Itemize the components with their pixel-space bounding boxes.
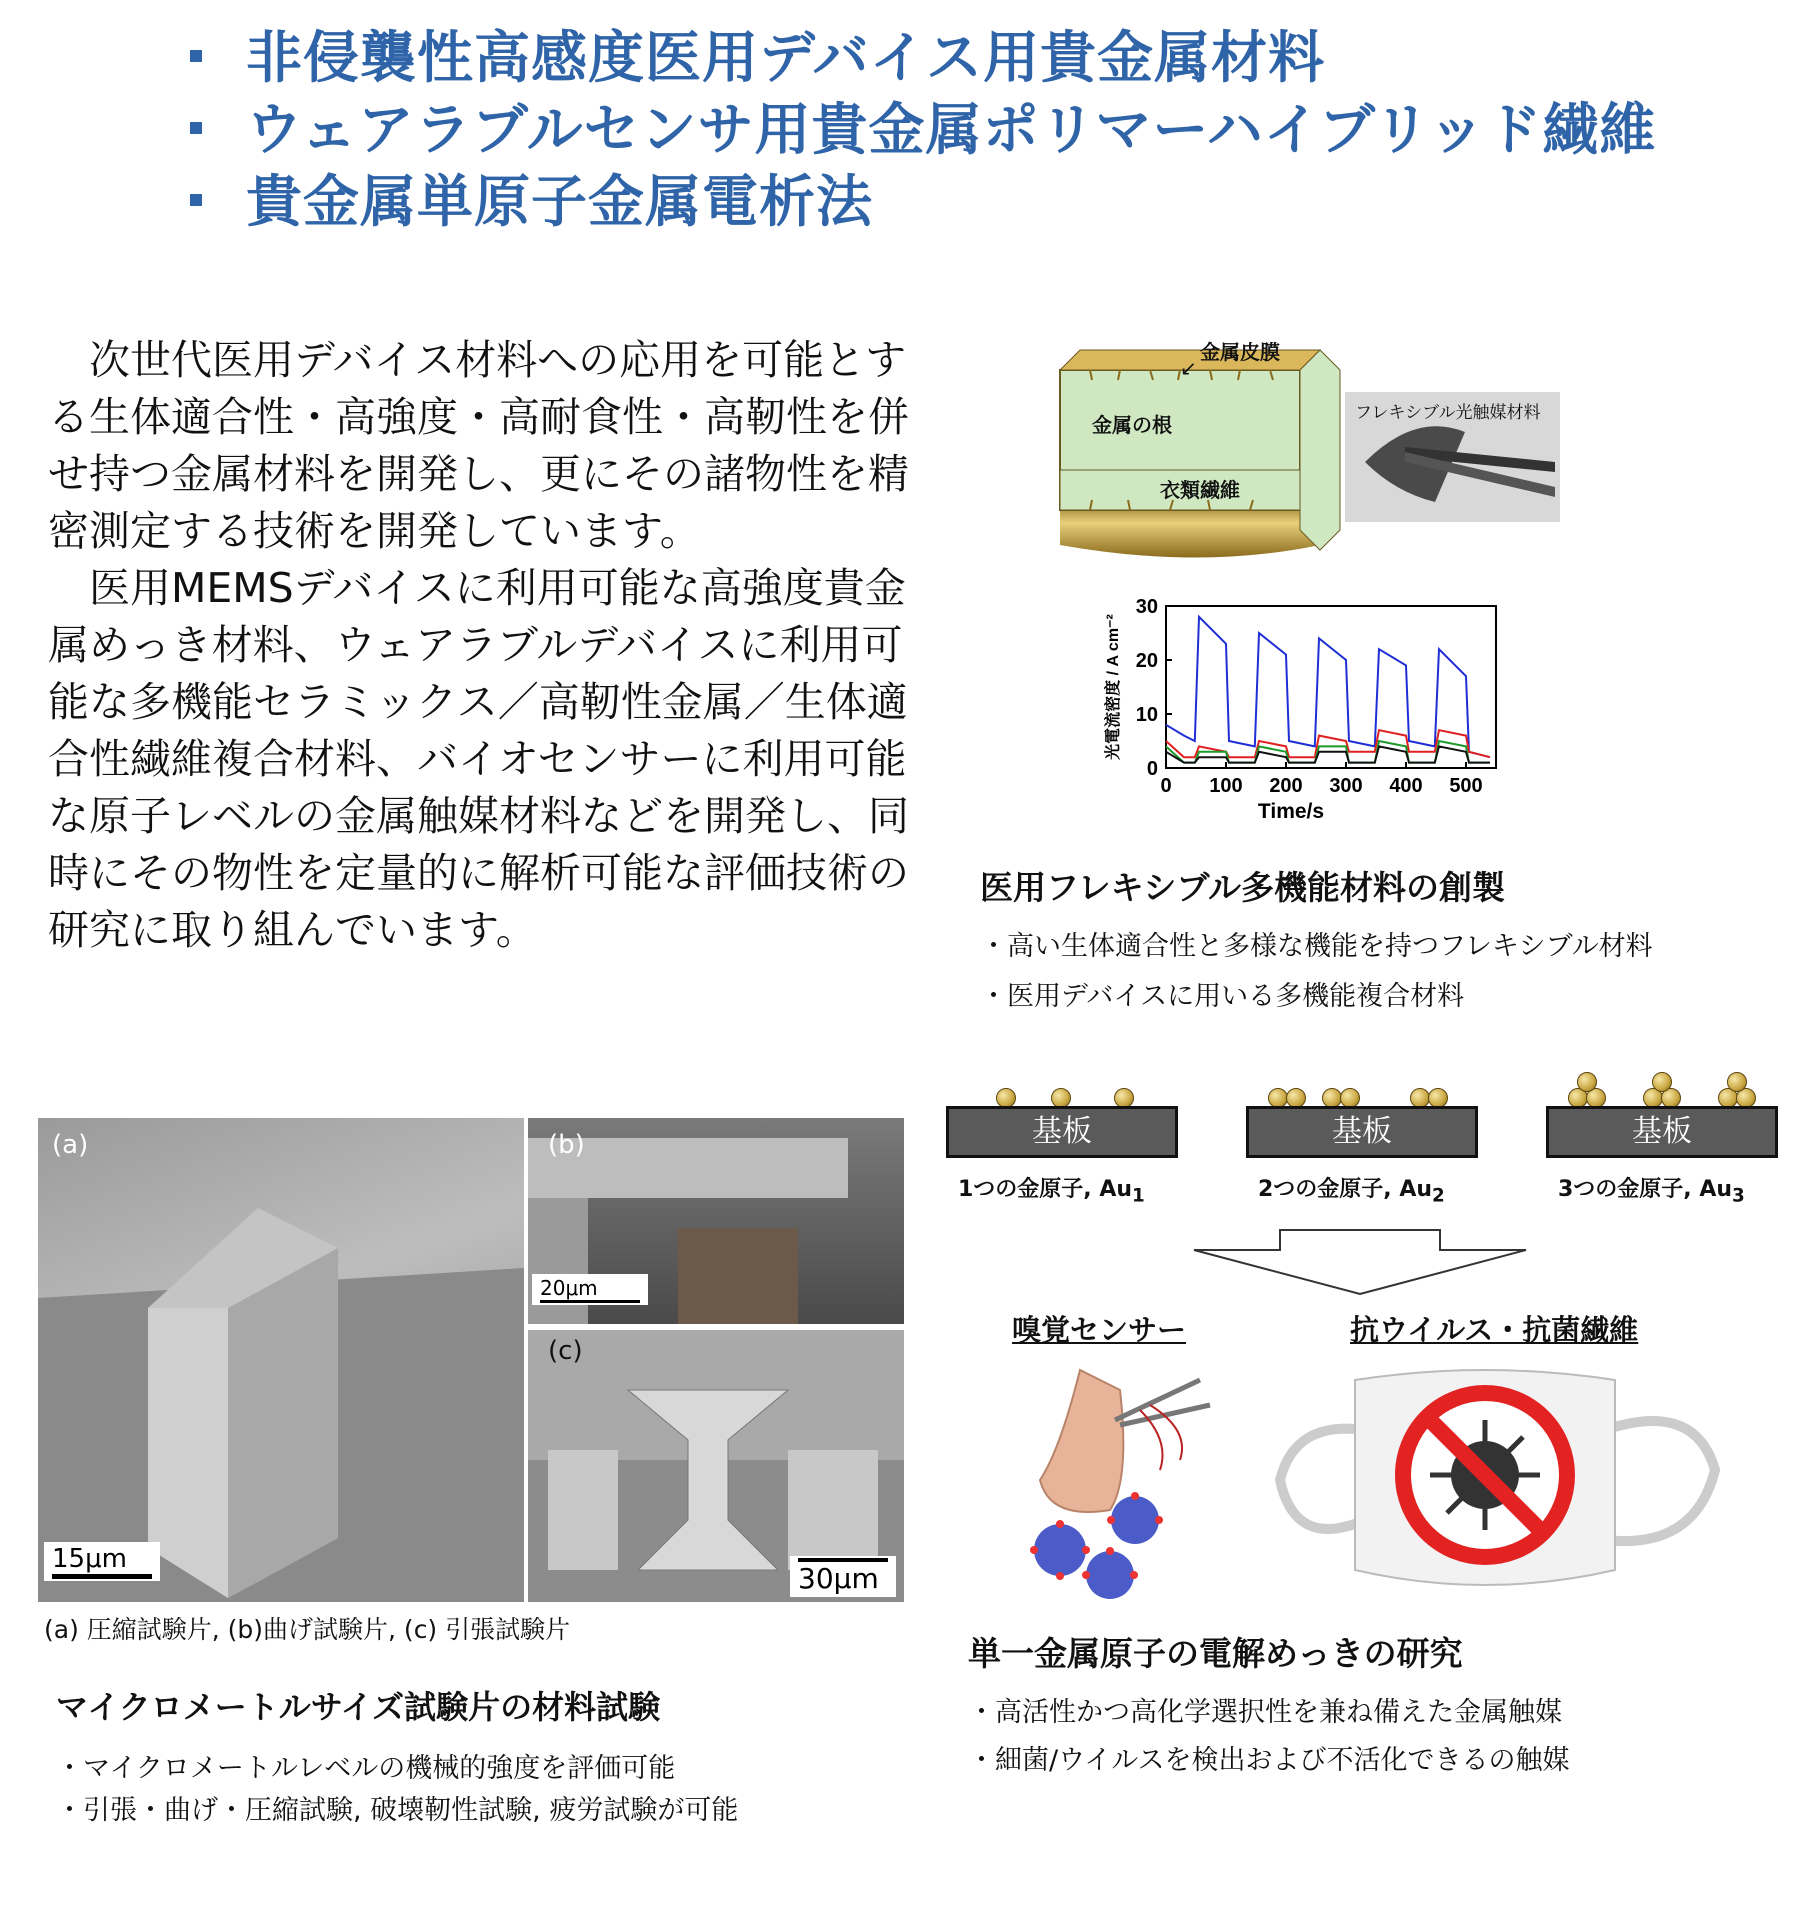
- scale-a-text: 15μm: [52, 1544, 127, 1574]
- micro-item-1: ・マイクロメートルレベルの機械的強度を評価可能: [56, 1753, 676, 1784]
- sem-image-a: [38, 1118, 524, 1602]
- photocurrent-chart: [1090, 598, 1570, 833]
- single-atom-item-1: ・高活性かつ高化学選択性を兼ね備えた金属触媒: [968, 1697, 1562, 1728]
- sem-label-a: (a): [52, 1130, 89, 1160]
- olfactory-sensor-title: 嗅覚センサー: [1012, 1313, 1187, 1347]
- micro-item-2: ・引張・曲げ・圧縮試験, 破壊靭性試験, 疲労試験が可能: [56, 1795, 739, 1826]
- x-tick-label: 100: [1209, 775, 1243, 797]
- scale-bar-b: [532, 1274, 648, 1305]
- antivirus-fiber-title: 抗ウイルス・抗菌繊維: [1350, 1313, 1639, 1347]
- x-tick-label: 400: [1389, 775, 1423, 797]
- headline-2: [190, 86, 1656, 166]
- sem-pillar-image: [38, 1118, 524, 1602]
- single-atom-section-title: 単一金属原子の電解めっきの研究: [968, 1634, 1463, 1673]
- gold-atom-icon: [1577, 1072, 1597, 1092]
- substrate-2: 基板: [1246, 1106, 1478, 1158]
- gold-atom-icon: [996, 1088, 1016, 1108]
- x-axis-label: Time/s: [1257, 800, 1325, 823]
- scale-c-text: 30μm: [798, 1562, 879, 1595]
- headline-1-text: 非侵襲性高感度医用デバイス用貴金属材料: [246, 26, 1326, 91]
- scale-bar-c: [790, 1556, 896, 1597]
- gold-atom-icon: [1410, 1088, 1430, 1108]
- headline-3-text: 貴金属単原子金属電析法: [246, 170, 873, 235]
- flexible-section-title: 医用フレキシブル多機能材料の創製: [980, 868, 1506, 907]
- x-tick-label: 500: [1449, 775, 1483, 797]
- y-axis-label: 光電流密度 / A cm⁻²: [1105, 614, 1122, 760]
- gold-atom-icon: [1322, 1088, 1342, 1108]
- scale-bar-a: [44, 1542, 160, 1581]
- x-tick-label: 300: [1329, 775, 1363, 797]
- x-tick-label: 0: [1160, 775, 1172, 797]
- atom-label-1: [958, 1172, 1145, 1206]
- y-tick-label: 30: [1135, 598, 1158, 618]
- fiber-cylinder-image: [1050, 330, 1350, 570]
- intro-paragraph-1: 次世代医用デバイス材料への応用を可能とする生体適合性・高強度・高耐食性・高靭性を併せ持つ金属材料を開発し、更にその諸物性を精密測定する技術を開発しています。: [48, 336, 909, 555]
- gold-atom-icon: [1268, 1088, 1288, 1108]
- x-tick-label: 200: [1269, 775, 1303, 797]
- bullet-icon: [190, 50, 202, 62]
- arrow-icon: ↙: [1180, 356, 1197, 380]
- atom-label-2-text: 2つの金原子, Au: [1258, 1177, 1433, 1202]
- photo-label: フレキシブル光触媒材料: [1355, 403, 1541, 423]
- y-tick-label: 10: [1135, 704, 1158, 726]
- sem-caption: (a) 圧縮試験片, (b)曲げ試験片, (c) 引張試験片: [44, 1615, 571, 1644]
- atom-label-2-sub: 2: [1432, 1185, 1445, 1207]
- atom-label-1-text: 1つの金原子, Au: [958, 1177, 1133, 1202]
- gold-atom-icon: [1652, 1072, 1672, 1092]
- headline-2-text: ウェアラブルセンサ用貴金属ポリマーハイブリッド繊維: [246, 98, 1657, 163]
- substrate-1: 基板: [946, 1106, 1178, 1158]
- series-line-red: [1166, 730, 1490, 757]
- bullet-icon: [190, 194, 202, 206]
- nose-icon: [1020, 1350, 1220, 1610]
- gold-atom-icon: [1114, 1088, 1134, 1108]
- headline-1: [190, 14, 1325, 94]
- substrate-3: 基板: [1546, 1106, 1778, 1158]
- mask-icon: [1275, 1360, 1725, 1600]
- atom-label-3-text: 3つの金原子, Au: [1558, 1177, 1733, 1202]
- single-atom-item-2: ・細菌/ウイルスを検出および不活化できるの触媒: [968, 1745, 1570, 1776]
- mask-illustration: [1275, 1360, 1725, 1600]
- label-clothing-fiber: 衣類繊維: [1160, 478, 1240, 502]
- y-tick-label: 20: [1135, 650, 1158, 672]
- gold-atom-icon: [1340, 1088, 1360, 1108]
- y-tick-label: 0: [1146, 758, 1158, 780]
- gold-atom-icon: [1428, 1088, 1448, 1108]
- nose-sensor-illustration: [1020, 1350, 1220, 1610]
- label-metal-film: 金属皮膜: [1200, 340, 1280, 364]
- gold-atom-icon: [1286, 1088, 1306, 1108]
- scale-a-line: [52, 1574, 152, 1579]
- label-metal-root: 金属の根: [1092, 413, 1172, 437]
- headline-3: [190, 158, 873, 238]
- flexible-item-1: ・高い生体適合性と多様な機能を持つフレキシブル材料: [980, 931, 1653, 962]
- intro-paragraph-2: 医用MEMSデバイスに利用可能な高強度貴金属めっき材料、ウェアラブルデバイスに利用可能な多機能セラミックス／高靭性金属／生体適合性繊維複合材料、バイオセンサーに利用可能な原子レベルの金属触媒材料などを開発し、同時にその物性を定量的に解析可能な評価技術の研究に取り組んでいます。: [48, 564, 909, 954]
- intro-text: [48, 332, 928, 959]
- chart-frame: [1166, 606, 1496, 768]
- bullet-icon: [190, 122, 202, 134]
- atom-label-3: [1558, 1172, 1745, 1206]
- scale-b-line: [540, 1300, 640, 1303]
- down-arrow-icon: [1190, 1228, 1530, 1302]
- atom-label-2: [1258, 1172, 1445, 1206]
- gold-atom-icon: [1727, 1072, 1747, 1092]
- flexible-item-2: ・医用デバイスに用いる多機能複合材料: [980, 981, 1465, 1012]
- series-line-blue: [1166, 617, 1490, 757]
- sem-label-b: (b): [548, 1130, 585, 1160]
- micro-section-title: マイクロメートルサイズ試験片の材料試験: [56, 1688, 661, 1726]
- gold-atom-icon: [1051, 1088, 1071, 1108]
- fiber-diagram: [1050, 330, 1350, 570]
- scale-b-text: 20μm: [540, 1276, 598, 1300]
- atom-label-3-sub: 3: [1732, 1185, 1745, 1207]
- sem-label-c: (c): [548, 1336, 583, 1366]
- atom-label-1-sub: 1: [1132, 1185, 1145, 1207]
- chart-svg: [1090, 598, 1570, 833]
